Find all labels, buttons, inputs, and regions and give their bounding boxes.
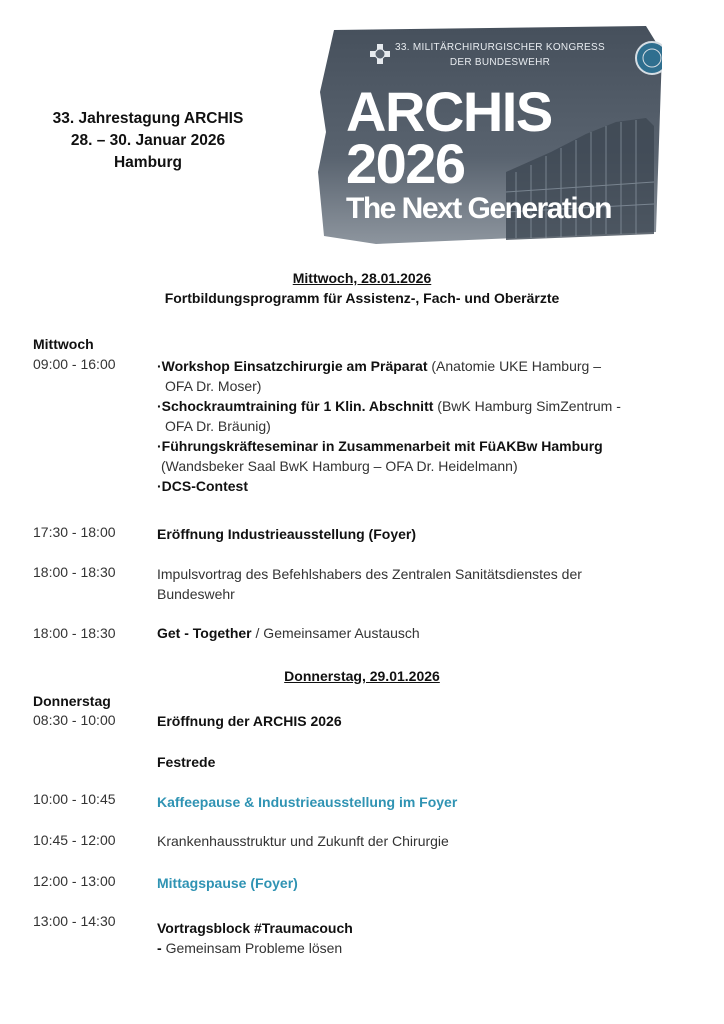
day1-label: Mittwoch [33, 336, 94, 352]
coffee-break: Kaffeepause & Industrieausstellung im Foyer [157, 794, 458, 810]
event-dates: 28. – 30. Januar 2026 [70, 132, 226, 149]
workshop-list [157, 356, 677, 496]
day1-date: Mittwoch, 28.01.2026 [292, 270, 432, 286]
kongress-line2: DER BUNDESWEHR [449, 57, 551, 68]
list-item-cont: (Wandsbeker Saal BwK Hamburg – OFA Dr. Heidelmann) [161, 458, 518, 474]
schedule-time: 13:00 - 14:30 [33, 913, 116, 929]
list-item: ·Workshop Einsatzchirurgie am Präparat (Anatomie UKE Hamburg – [157, 358, 602, 374]
list-item-cont: OFA Dr. Bräunig) [165, 418, 271, 434]
day2-date: Donnerstag, 29.01.2026 [284, 668, 440, 684]
list-item: ·DCS-Contest [157, 478, 248, 494]
day2-label: Donnerstag [33, 693, 111, 709]
schedule-time: 18:00 - 18:30 [33, 625, 116, 641]
schedule-entry: Get - Together / Gemeinsamer Austausch [157, 625, 420, 641]
schedule-entry: Vortragsblock #Traumacouch - Gemeinsam Probleme lösen [157, 920, 353, 956]
list-item-cont: OFA Dr. Moser) [165, 378, 262, 394]
schedule-time: 09:00 - 16:00 [33, 356, 116, 372]
banner-title: ARCHIS [346, 80, 552, 143]
list-item: ·Schockraumtraining für 1 Klin. Abschnitt (BwK Hamburg SimZentrum - [157, 398, 621, 414]
event-location: Hamburg [113, 154, 183, 171]
day1-heading [0, 270, 724, 286]
schedule-time: 10:45 - 12:00 [33, 832, 116, 848]
schedule-time: 12:00 - 13:00 [33, 873, 116, 889]
event-info [38, 108, 258, 174]
kongress-line1: 33. MILITÄRCHIRURGISCHER KONGRESS [395, 42, 605, 53]
day2-heading [0, 668, 724, 684]
lunch-break: Mittagspause (Foyer) [157, 875, 298, 891]
archis-banner [316, 22, 662, 244]
list-item: ·Führungskräfteseminar in Zusammenarbeit mit FüAKBw Hamburg [157, 438, 603, 454]
day1-subheading: Fortbildungsprogramm für Assistenz-, Fach- und Oberärzte [164, 290, 560, 306]
festrede: Festrede [157, 754, 216, 770]
banner-year: 2026 [346, 132, 465, 195]
schedule-entry: Eröffnung Industrieausstellung (Foyer) [157, 526, 417, 542]
schedule-time: 18:00 - 18:30 [33, 564, 116, 580]
schedule-entry: Impulsvortrag des Befehlshabers des Zentralen Sanitätsdienstes der Bundeswehr [157, 566, 582, 602]
event-title: 33. Jahrestagung ARCHIS [52, 110, 244, 127]
schedule-time: 08:30 - 10:00 [33, 712, 116, 728]
banner-subtitle: The Next Generation [346, 192, 611, 225]
schedule-entry: Krankenhausstruktur und Zukunft der Chirurgie [157, 833, 449, 849]
schedule-entry: Eröffnung der ARCHIS 2026 [157, 713, 342, 729]
schedule-time: 10:00 - 10:45 [33, 791, 116, 807]
schedule-time: 17:30 - 18:00 [33, 524, 116, 540]
